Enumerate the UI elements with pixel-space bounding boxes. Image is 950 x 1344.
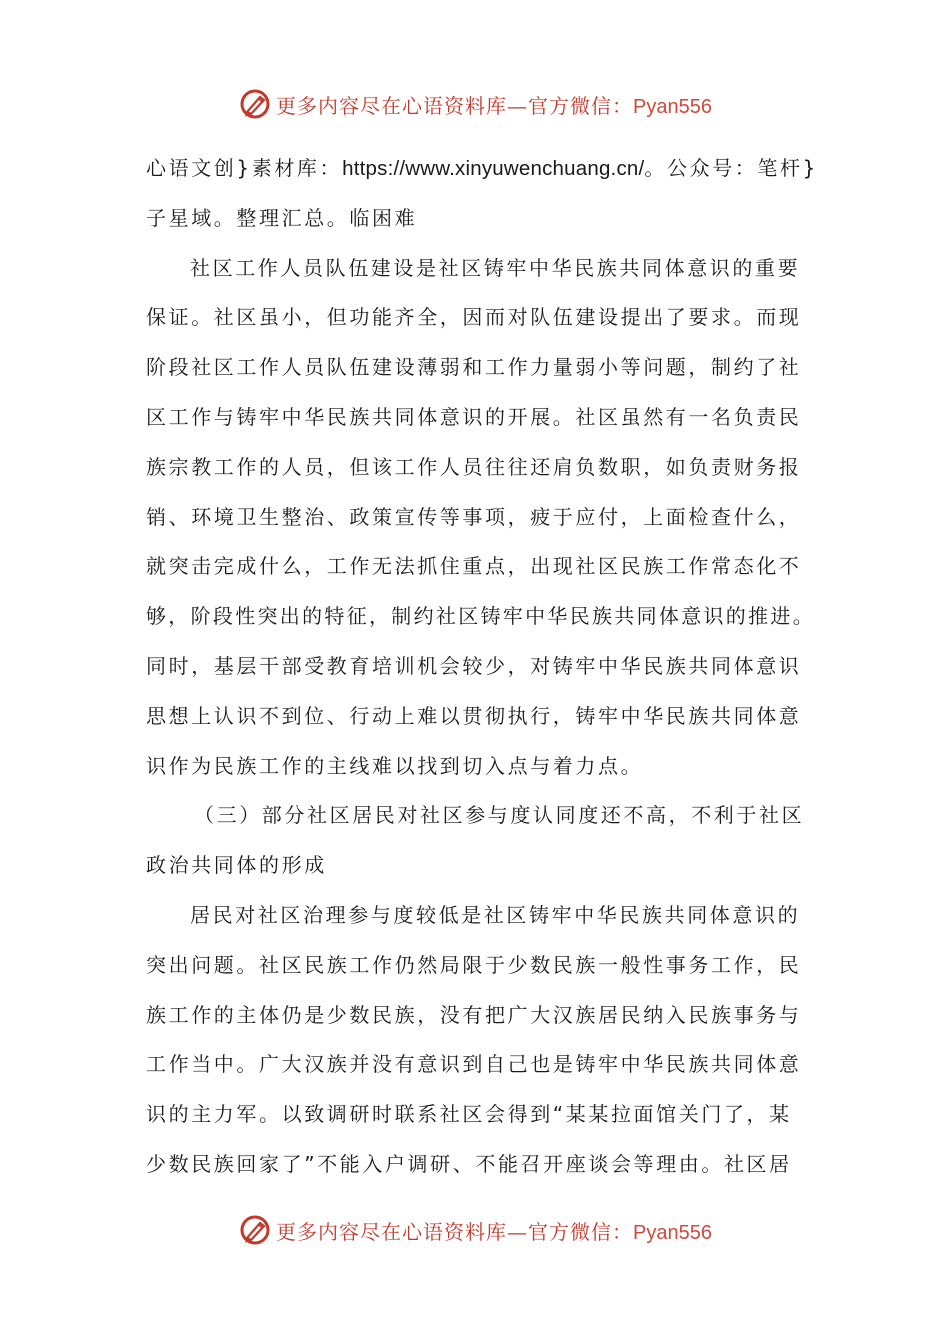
pen-logo-icon — [238, 1213, 272, 1247]
text-line: 子星域。整理汇总。临困难 — [146, 205, 418, 230]
banner-text: 更多内容尽在心语资料库—官方微信：Pyan556 — [276, 1219, 712, 1244]
pen-logo-icon — [238, 87, 272, 121]
text-line: 就突击完成什么，工作无法抓住重点，出现社区民族工作常态化不 — [146, 554, 802, 579]
text-line: 保证。社区虽小，但功能齐全，因而对队伍建设提出了要求。而现 — [146, 305, 802, 330]
text-line: 族宗教工作的人员，但该工作人员往往还肩负数职，如负责财务报 — [146, 454, 802, 479]
text-line: 少数民族回家了”不能入户调研、不能召开座谈会等理由。社区居 — [146, 1151, 792, 1176]
text-line: 突出问题。社区民族工作仍然局限于少数民族一般性事务工作，民 — [146, 952, 802, 977]
text-line: 同时，基层干部受教育培训机会较少，对铸牢中华民族共同体意识 — [146, 653, 802, 678]
text-line: 思想上认识不到位、行动上难以贯彻执行，铸牢中华民族共同体意 — [146, 703, 802, 728]
paragraph-start: 居民对社区治理参与度较低是社区铸牢中华民族共同体意识的 — [190, 902, 801, 927]
header-banner — [0, 84, 950, 124]
document-body — [146, 144, 818, 1190]
text-line-1: 心语文创}素材库：https://www.xinyuwenchuang.cn/。公众号：笔杆} — [146, 156, 818, 180]
text-line: 识作为民族工作的主线难以找到切入点与着力点。 — [146, 753, 644, 778]
paragraph-start: 社区工作人员队伍建设是社区铸牢中华民族共同体意识的重要 — [190, 255, 801, 280]
text-line: 够，阶段性突出的特征，制约社区铸牢中华民族共同体意识的推进。 — [146, 604, 815, 629]
text-line: 族工作的主体仍是少数民族，没有把广大汉族居民纳入民族事务与 — [146, 1002, 802, 1027]
section-heading: （三）部分社区居民对社区参与度认同度还不高，不利于社区 — [194, 803, 805, 828]
text-line: 阶段社区工作人员队伍建设薄弱和工作力量弱小等问题，制约了社 — [146, 355, 802, 380]
banner-account: Pyan556 — [633, 95, 712, 118]
text-line: 工作当中。广大汉族并没有意识到自己也是铸牢中华民族共同体意 — [146, 1052, 802, 1077]
banner-text: 更多内容尽在心语资料库—官方微信：Pyan556 — [276, 93, 712, 118]
footer-banner — [0, 1210, 950, 1250]
text-line: 销、环境卫生整治、政策宣传等事项，疲于应付，上面检查什么， — [146, 504, 802, 529]
text-line: 识的主力军。以致调研时联系社区会得到“某某拉面馆关门了，某 — [146, 1102, 792, 1127]
source-url: https://www.xinyuwenchuang.cn/ — [342, 157, 645, 180]
text-line: 区工作与铸牢中华民族共同体意识的开展。社区虽然有一名负责民 — [146, 404, 802, 429]
banner-account: Pyan556 — [633, 1221, 712, 1244]
section-heading-cont: 政治共同体的形成 — [146, 853, 327, 878]
